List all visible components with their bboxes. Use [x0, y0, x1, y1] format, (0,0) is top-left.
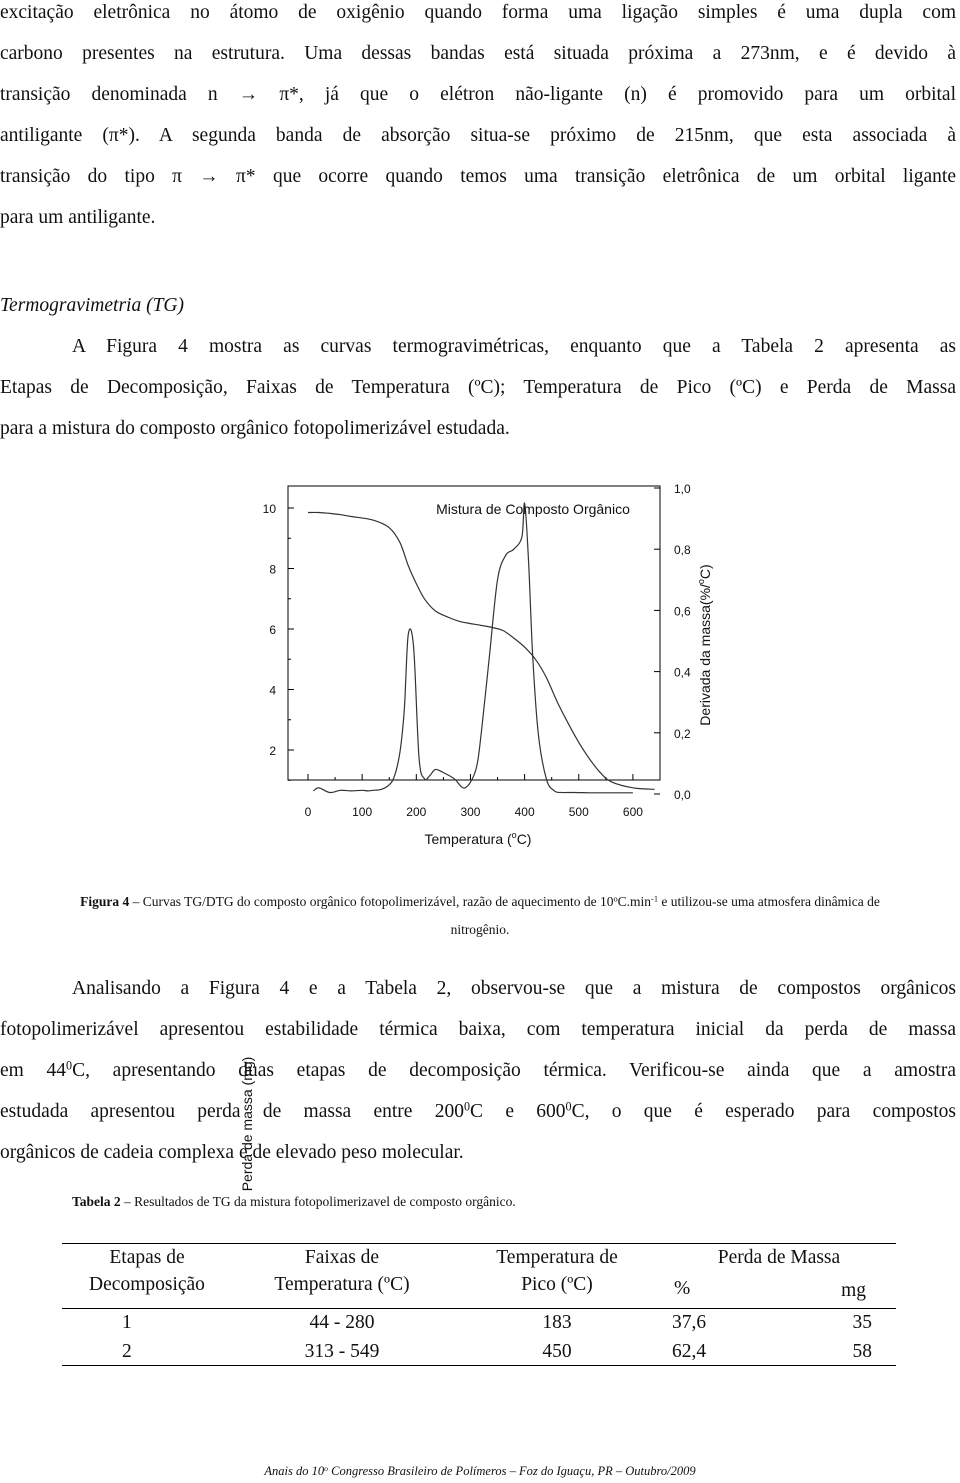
- cell-etapa: 2: [122, 1341, 132, 1362]
- x-tick-label: 200: [406, 805, 427, 819]
- text-line: fotopolimerizável apresentou estabilidade térmica baixa, com temperatura inicial da perda de massa: [0, 1019, 956, 1040]
- x-tick-label: 400: [514, 805, 535, 819]
- text-line: para a mistura do composto orgânico fotopolimerizável estudada.: [0, 418, 510, 439]
- cell-etapa: 1: [122, 1312, 132, 1333]
- col-header-etapas: Etapas de: [109, 1247, 185, 1268]
- figure-caption: [0, 889, 960, 943]
- y-left-tick-label: 8: [269, 562, 276, 577]
- y-left-tick-label: 6: [269, 623, 276, 637]
- y-right-tick-label: 0,6: [674, 604, 691, 619]
- x-tick-label: 0: [304, 805, 312, 819]
- y-right-tick-label: 0,8: [674, 543, 691, 558]
- text-line: em $44^0C$, apresentando duas etapas de decomposição térmica. Verificou-se ainda que a amostra: [0, 1058, 956, 1081]
- text-line: orgânicos de cadeia complexa e de elevado peso molecular.: [0, 1142, 464, 1163]
- y-left-tick-label: 2: [269, 744, 276, 758]
- dtg-curve: [313, 503, 633, 793]
- col-header-mg: mg: [841, 1280, 866, 1301]
- cell-pico: 183: [542, 1312, 572, 1333]
- results-table: [62, 1242, 896, 1366]
- col-header-etapas-2: Decomposição: [89, 1274, 205, 1295]
- cell-faixa: 44 - 280: [309, 1312, 375, 1333]
- col-header-pct: %: [674, 1278, 691, 1299]
- cell-pct: 37,6: [672, 1312, 707, 1333]
- cell-pico: 450: [542, 1341, 572, 1362]
- col-header-pico-2: Pico (ºC): [521, 1274, 593, 1295]
- text-line: excitação eletrônica no átomo de oxigênio quando forma uma ligação simples é uma dupla com: [0, 2, 956, 23]
- figure-caption-line2: nitrogênio.: [450, 922, 510, 937]
- table-row: [62, 1338, 896, 1366]
- text-line: Analisando a Figura 4 e a Tabela 2, observou-se que a mistura de compostos orgânicos: [72, 978, 956, 999]
- cell-pct: 62,4: [672, 1341, 707, 1362]
- text-line: Etapas de Decomposição, Faixas de Temperatura (ºC); Temperatura de Pico (ºC) e Perda de Massa: [0, 377, 956, 398]
- text-line: antiligante (π*). A segunda banda de absorção situa-se próximo de 215nm, que esta associada à: [0, 125, 956, 146]
- y-left-tick-label: 4: [269, 683, 276, 698]
- col-header-faixas: Faixas de: [304, 1247, 380, 1268]
- table-caption: Tabela 2 – Resultados de TG da mistura fotopolimerizavel de composto orgânico.: [72, 1194, 516, 1209]
- x-axis-label: Temperatura ($^o$C): [424, 830, 532, 847]
- chart-title: Mistura de Composto Orgânico: [436, 501, 630, 517]
- text-line: transição do tipo π → π* que ocorre quando temos uma transição eletrônica de um orbital ligante: [0, 166, 956, 187]
- y-right-tick-label: 1,0: [674, 482, 691, 496]
- text-line: para um antiligante.: [0, 207, 156, 228]
- plot-border: [288, 486, 660, 780]
- y-right-tick-label: 0,2: [674, 726, 691, 741]
- x-tick-label: 100: [352, 805, 373, 819]
- table-row: [62, 1308, 896, 1338]
- figure-label: Figura 4: [80, 894, 130, 909]
- plot-frame: [288, 486, 660, 780]
- text-line: estudada apresentou perda de massa entre $200^0C$ e $600^0C$, o que é esperado para compostos: [0, 1099, 956, 1122]
- page-footer: Anais do 10$^o$ Congresso Brasileiro de Polímeros – Foz do Iguaçu, PR – Outubro/2009: [264, 1463, 696, 1478]
- x-tick-label: 500: [568, 805, 589, 819]
- right-axis-label: [690, 545, 730, 745]
- cell-mg: 35: [852, 1312, 872, 1333]
- col-header-faixas-2: Temperatura (ºC): [274, 1274, 410, 1295]
- tg-curve: [308, 512, 655, 789]
- cell-mg: 58: [852, 1341, 872, 1362]
- col-header-perda: Perda de Massa: [717, 1247, 841, 1268]
- x-tick-label: 600: [622, 805, 643, 819]
- axis-ticks: [263, 482, 691, 819]
- figure-caption-line1: Figura 4 – Curvas TG/DTG do composto orgânico fotopolimerizável, razão de aquecimento de $10^oC.\min^{-1}$ e utilizou-se uma atmosfera dinâmica de: [80, 894, 880, 909]
- text-line: A Figura 4 mostra as curvas termogravimétricas, enquanto que a Tabela 2 apresenta as: [72, 336, 956, 357]
- paragraph-analysis: [0, 968, 956, 1173]
- table-label: Tabela 2: [72, 1194, 121, 1209]
- section-termogravimetria: [0, 285, 956, 449]
- y-right-tick-label: 0,0: [674, 788, 691, 802]
- y-right-label-text: Derivada da massa(%/$^o$C): [696, 564, 713, 726]
- y-right-tick-label: 0,4: [674, 665, 691, 680]
- paragraph-absorption: [0, 0, 956, 238]
- series-layer: [308, 503, 655, 793]
- x-tick-label: 300: [460, 805, 481, 819]
- section-heading: Termogravimetria (TG): [0, 295, 184, 316]
- cell-faixa: 313 - 549: [304, 1341, 380, 1362]
- text-line: carbono presentes na estrutura. Uma dessas bandas está situada próxima a 273nm, e é devido à: [0, 43, 956, 64]
- col-header-pico: Temperatura de: [496, 1247, 618, 1268]
- text-line: transição denominada n → π*, já que o elétron não-ligante (n) é promovido para um orbital: [0, 84, 956, 105]
- y-left-label: Perda de massa (mg): [239, 1056, 255, 1192]
- y-left-tick-label: 10: [262, 502, 276, 516]
